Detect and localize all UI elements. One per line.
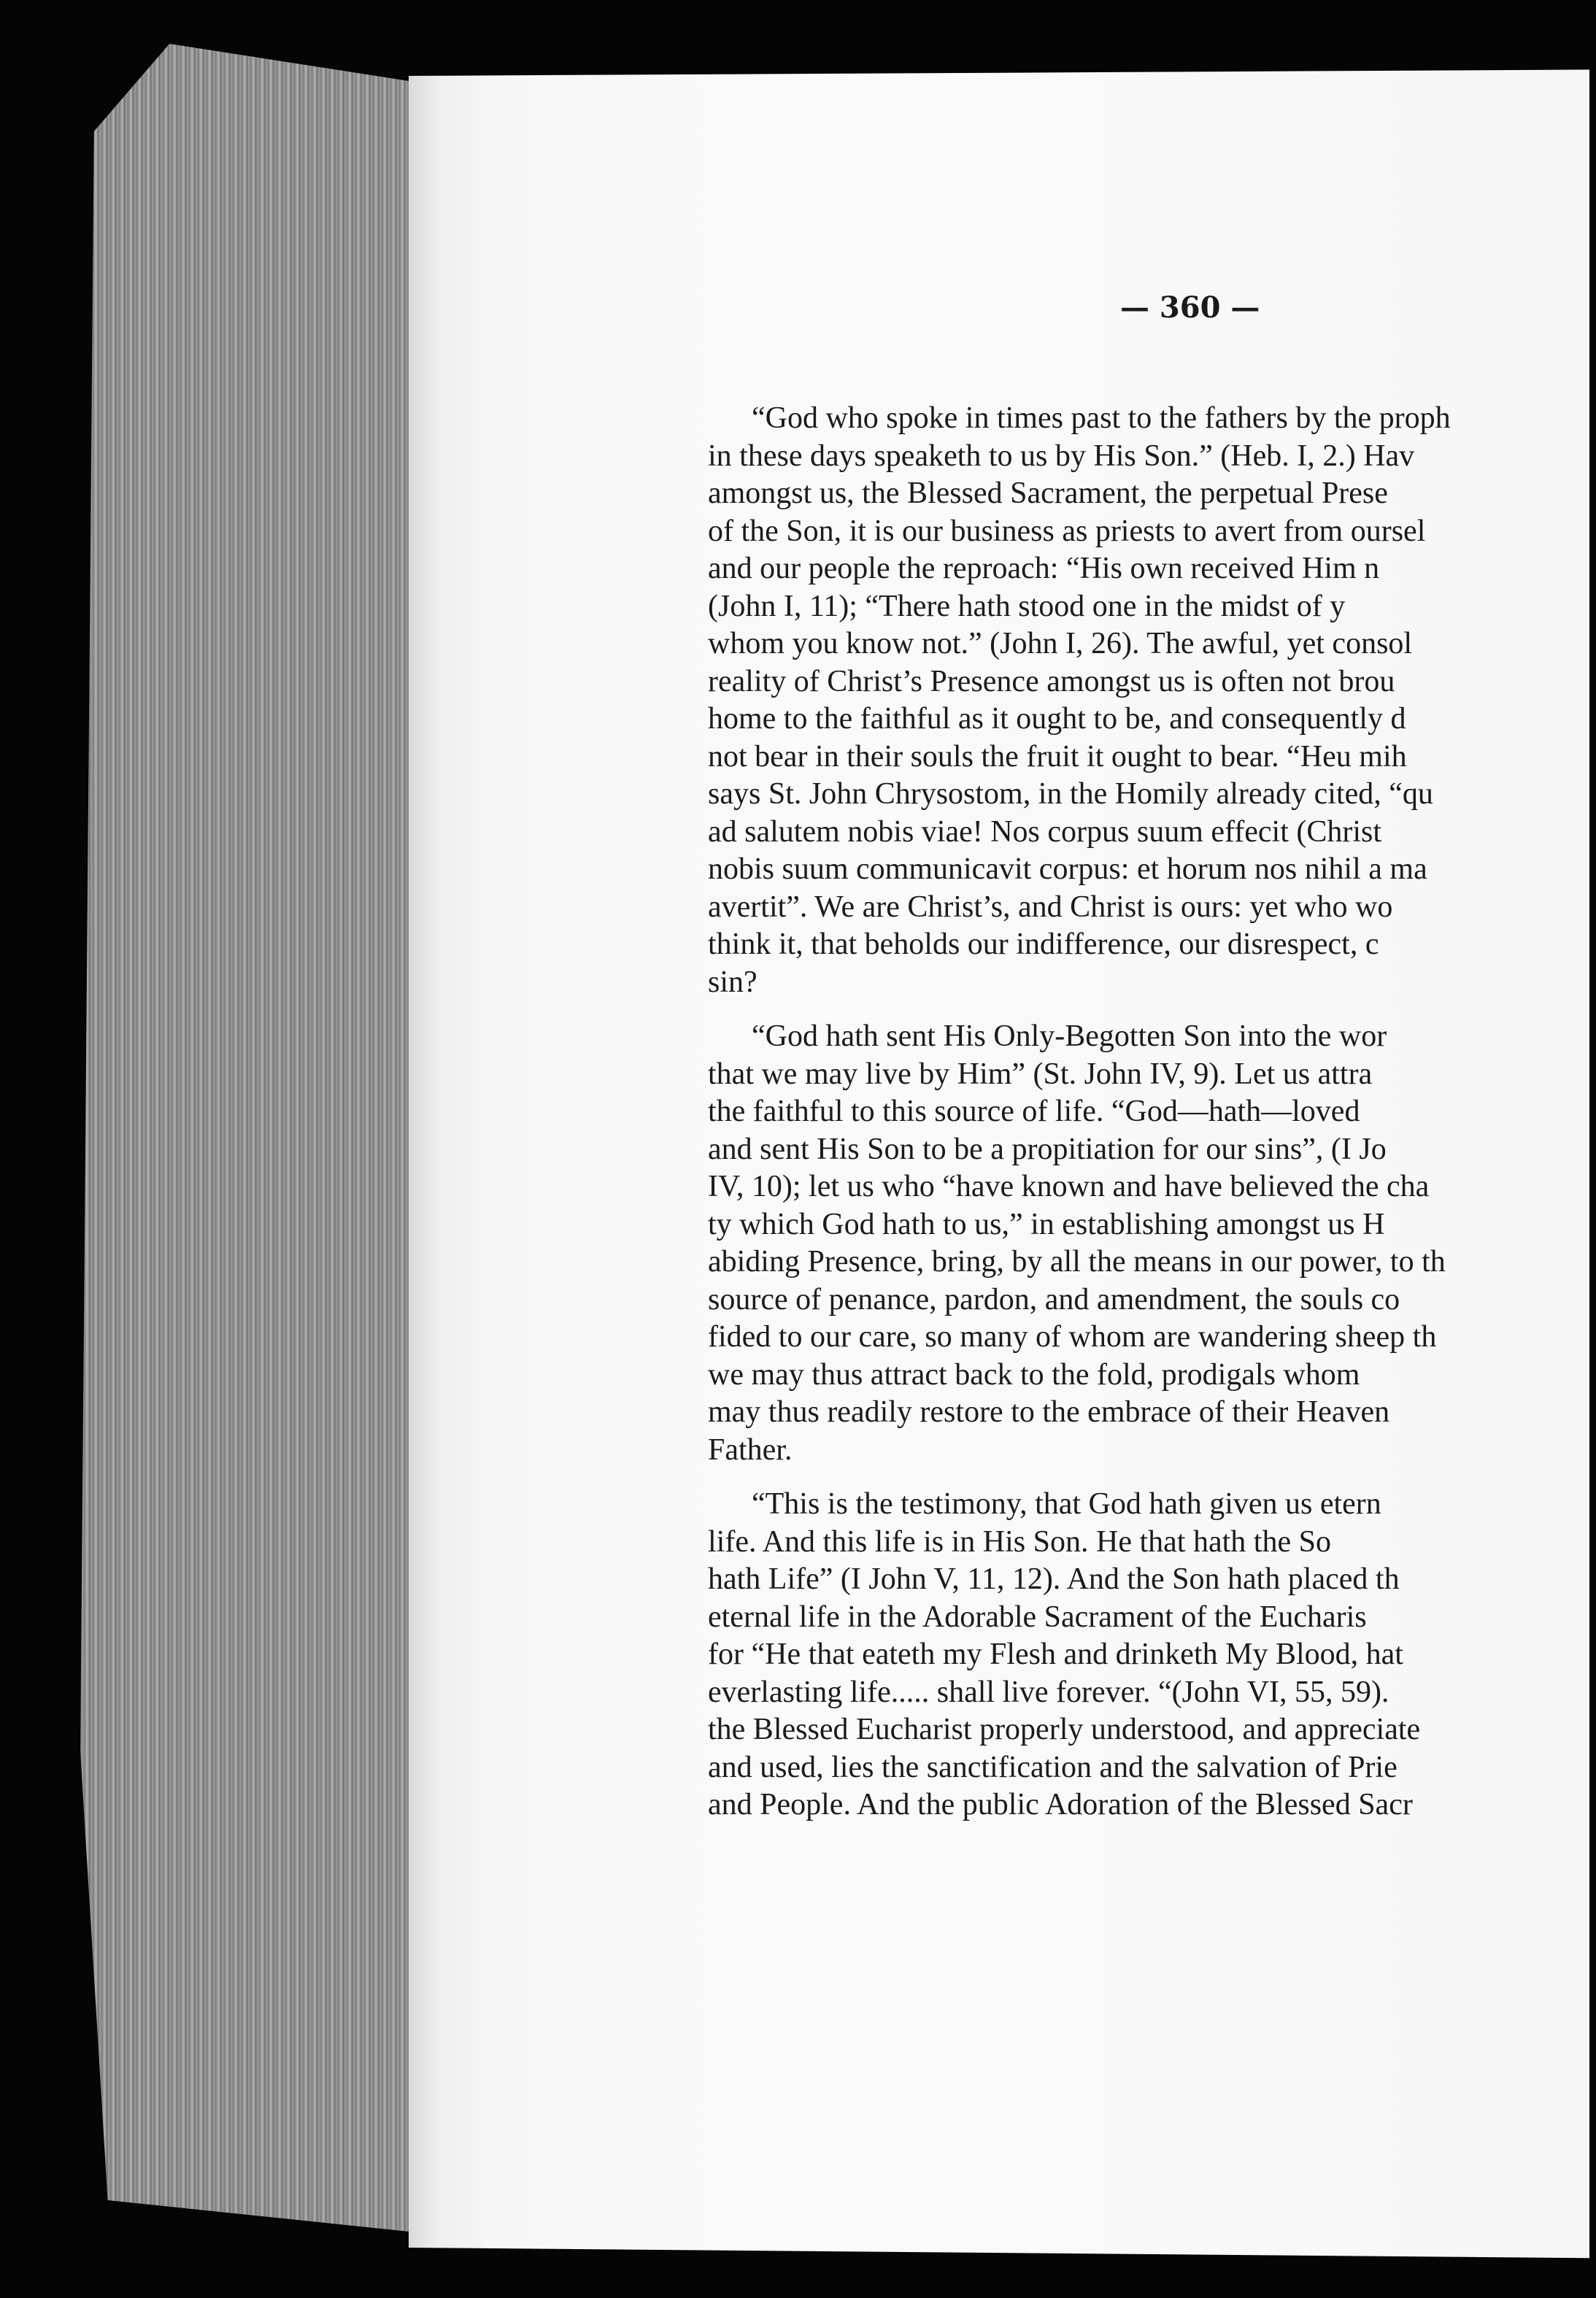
scan-edge [1589, 0, 1596, 2298]
text-line: life. And this life is in His Son. He that hath the So [708, 1524, 1331, 1559]
text-line: nobis suum communicavit corpus: et horum nos nihil a ma [708, 852, 1427, 886]
text-line: Father. [708, 1433, 793, 1467]
text-line: may thus readily restore to the embrace of their Heaven [708, 1395, 1390, 1429]
text-line: and used, lies the sanctification and the salvation of Prie [708, 1750, 1398, 1784]
text-line: for “He that eateth my Flesh and drinketh My Blood, hat [708, 1638, 1403, 1671]
body-text [708, 400, 1596, 1841]
text-line: and our people the reproach: “His own received Him n [708, 552, 1380, 585]
text-line: fided to our care, so many of whom are wandering sheep th [708, 1320, 1437, 1354]
book-page-edges [80, 44, 423, 2233]
text-line: in these days speaketh to us by His Son.” (Heb. I, 2.) Hav [708, 439, 1415, 473]
text-line: “God who spoke in times past to the fathers by the proph [752, 401, 1451, 435]
text-line: of the Son, it is our business as priests to avert from oursel [708, 514, 1426, 548]
text-line: says St. John Chrysostom, in the Homily already cited, “qu [708, 777, 1433, 811]
text-line: source of penance, pardon, and amendment, the souls co [708, 1282, 1400, 1316]
text-line: “This is the testimony, that God hath given us etern [752, 1487, 1381, 1521]
text-line: ty which God hath to us,” in establishing amongst us H [708, 1207, 1385, 1241]
text-line: avertit”. We are Christ’s, and Christ is ours: yet who wo [708, 890, 1393, 924]
text-line: reality of Christ’s Presence amongst us is often not brou [708, 664, 1395, 698]
text-line: IV, 10); let us who “have known and have believed the cha [708, 1170, 1430, 1203]
text-line: that we may live by Him” (St. John IV, 9). Let us attra [708, 1057, 1373, 1091]
text-line: abiding Presence, bring, by all the means in our power, to th [708, 1245, 1446, 1279]
text-line: (John I, 11); “There hath stood one in the midst of y [708, 589, 1346, 623]
text-line: sin? [708, 965, 757, 999]
text-line: “God hath sent His Only-Begotten Son into the wor [752, 1019, 1387, 1053]
text-line: the Blessed Eucharist properly understood, and appreciate [708, 1713, 1421, 1746]
text-line: whom you know not.” (John I, 26). The awful, yet consol [708, 627, 1413, 660]
text-line: not bear in their souls the fruit it ought to bear. “Heu mih [708, 739, 1407, 774]
page-number: — 360 — [1120, 290, 1260, 325]
paragraph [708, 1018, 1596, 1469]
text-line: and sent His Son to be a propitiation for our sins”, (I Jo [708, 1132, 1387, 1166]
paragraph [708, 400, 1596, 1001]
text-line: we may thus attract back to the fold, prodigals whom [708, 1357, 1360, 1392]
text-line: hath Life” (I John V, 11, 12). And the Son hath placed th [708, 1562, 1400, 1596]
text-line: and People. And the public Adoration of the Blessed Sacr [708, 1788, 1413, 1821]
text-line: amongst us, the Blessed Sacrament, the perpetual Prese [708, 477, 1388, 510]
text-line: everlasting life..... shall live forever. “(John VI, 55, 59). [708, 1675, 1389, 1709]
text-line: think it, that beholds our indifference, our disrespect, c [708, 928, 1379, 961]
text-line: ad salutem nobis viae! Nos corpus suum effecit (Christ [708, 814, 1382, 849]
paragraph [708, 1486, 1596, 1824]
text-line: the faithful to this source of life. “God—hath—loved [708, 1095, 1360, 1128]
text-line: eternal life in the Adorable Sacrament of the Eucharis [708, 1600, 1367, 1634]
text-line: home to the faithful as it ought to be, and consequently d [708, 702, 1406, 736]
